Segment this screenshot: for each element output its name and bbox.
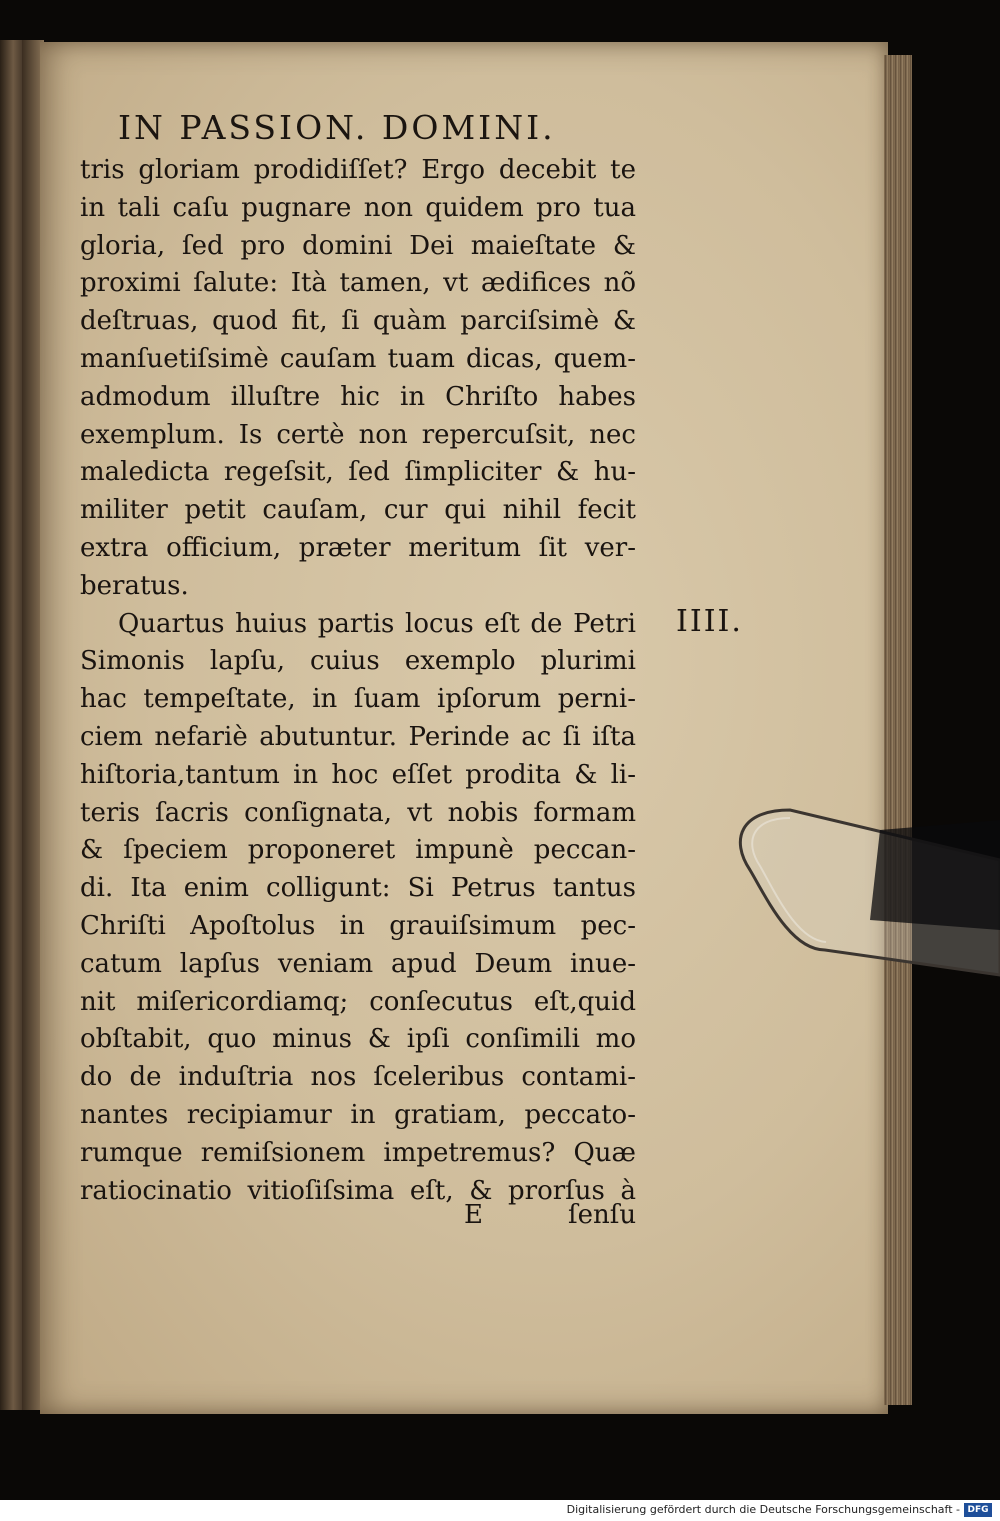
signature-mark: E (464, 1200, 483, 1230)
text-line: in tali caſu pugnare non quidem pro tua (80, 192, 636, 223)
text-line: hiſtoria,tantum in hoc eſſet prodita & li- (80, 759, 636, 790)
body-text (80, 152, 640, 1210)
text-line: ciem nefariè abutuntur. Perinde ac ſi iſta (80, 721, 636, 752)
text-line: exemplum. Is certè non repercuſsit, nec (80, 419, 636, 450)
text-line: extra officium, præter meritum ſit ver- (80, 532, 636, 563)
text-line: teris ſacris conſignata, vt nobis formam (80, 797, 636, 828)
text-line: gloria, ſed pro domini Dei maieſtate & (80, 230, 636, 261)
text-line: rumque remiſsionem impetremus? Quæ (80, 1137, 636, 1168)
text-line: nantes recipiamur in gratiam, peccato- (80, 1099, 636, 1130)
page-fore-edge (884, 55, 912, 1405)
text-line: manſuetiſsimè cauſam tuam dicas, quem- (80, 343, 636, 374)
catchword: ſenſu (568, 1200, 637, 1230)
text-line: hac tempeſtate, in ſuam ipſorum perni- (80, 684, 636, 715)
text-line: catum lapſus veniam apud Deum inue- (80, 948, 636, 979)
text-line: nit miſericordiamq; conſecutus eſt,quid (80, 986, 636, 1017)
text-line: admodum illuſtre hic in Chriſto habes (80, 381, 636, 412)
text-line: militer petit cauſam, cur qui nihil fecit (80, 495, 636, 526)
text-line: maledicta regeſsit, ſed ſimpliciter & hu- (80, 457, 636, 488)
text-line: ratiocinatio vitioſiſsima eſt, & prorſus à (80, 1175, 636, 1206)
dfg-logo: DFG (964, 1503, 992, 1517)
text-line: obſtabit, quo minus & ipſi conſimili mo (80, 1024, 636, 1055)
text-line: do de induſtria nos ſceleribus contami- (80, 1062, 636, 1093)
marginal-note: IIII. (676, 604, 743, 639)
paragraph-start-line: Quartus huius partis locus eſt de Petri (118, 608, 636, 639)
text-line: Simonis lapſu, cuius exemplo plurimi (80, 646, 636, 677)
running-head: IN PASSION. DOMINI. (118, 108, 556, 147)
funding-credit: Digitalisierung gefördert durch die Deutsche Forschungsgemeinschaft - (566, 1503, 960, 1516)
text-line: beratus. (80, 570, 189, 601)
text-line: proximi ſalute: Ità tamen, vt ædifices nõ (80, 268, 636, 299)
page-clip (730, 800, 1000, 980)
text-line: & ſpeciem proponeret impunè peccan- (80, 835, 636, 866)
text-line: Chriſti Apoſtolus in grauiſsimum pec- (80, 910, 636, 941)
text-line: tris gloriam prodidiſſet? Ergo decebit te (80, 155, 636, 185)
text-line: di. Ita enim colligunt: Si Petrus tantus (80, 873, 636, 904)
text-line: deſtruas, quod fit, ſi quàm parciſsimè & (80, 306, 636, 337)
facing-page-edge (0, 40, 22, 1410)
